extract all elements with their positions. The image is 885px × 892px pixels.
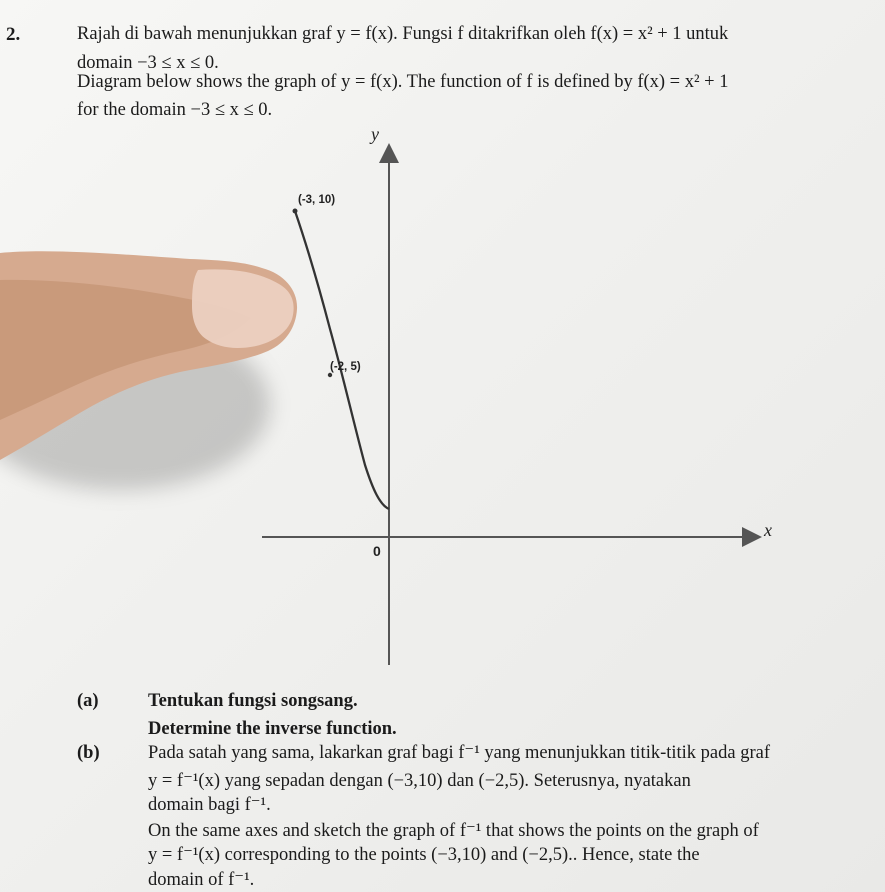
point-mid-label: (-2, 5) — [330, 361, 361, 373]
part-a-label: (a) — [77, 691, 99, 711]
part-a-line-1: Tentukan fungsi songsang. — [148, 691, 358, 711]
point-top-label: (-3, 10) — [298, 194, 336, 206]
part-b-line-4: On the same axes and sketch the graph of f⁻¹ that shows the points on the graph of — [148, 821, 759, 841]
x-axis-label: x — [764, 520, 772, 540]
origin-label: 0 — [373, 543, 381, 559]
part-b-line-5: y = f⁻¹(x) corresponding to the points (−3,10) and (−2,5).. Hence, state the — [148, 845, 700, 865]
part-b-label: (b) — [77, 743, 100, 763]
part-b-line-1: Pada satah yang sama, lakarkan graf bagi f⁻¹ yang menunjukkan titik-titik pada graf — [148, 743, 771, 763]
question-number: 2. — [6, 24, 21, 45]
point-mid-dot — [328, 373, 332, 377]
question-line-3: Diagram below shows the graph of y = f(x). The function of f is defined by f(x) = x² + 1 — [77, 72, 729, 92]
question-line-1: Rajah di bawah menunjukkan graf y = f(x). Fungsi f ditakrifkan oleh f(x) = x² + 1 untuk — [77, 24, 729, 44]
function-curve — [295, 211, 389, 509]
part-b-line-3: domain bagi f⁻¹. — [148, 795, 271, 815]
question-line-4: for the domain −3 ≤ x ≤ 0. — [77, 100, 273, 120]
question-line-2: domain −3 ≤ x ≤ 0. — [77, 53, 219, 73]
part-b-line-2: y = f⁻¹(x) yang sepadan dengan (−3,10) dan (−2,5). Seterusnya, nyatakan — [148, 771, 691, 791]
y-axis-label: y — [371, 124, 379, 144]
part-b-line-6: domain of f⁻¹. — [148, 870, 255, 890]
part-a-line-2: Determine the inverse function. — [148, 719, 397, 739]
point-top-dot — [293, 209, 298, 214]
